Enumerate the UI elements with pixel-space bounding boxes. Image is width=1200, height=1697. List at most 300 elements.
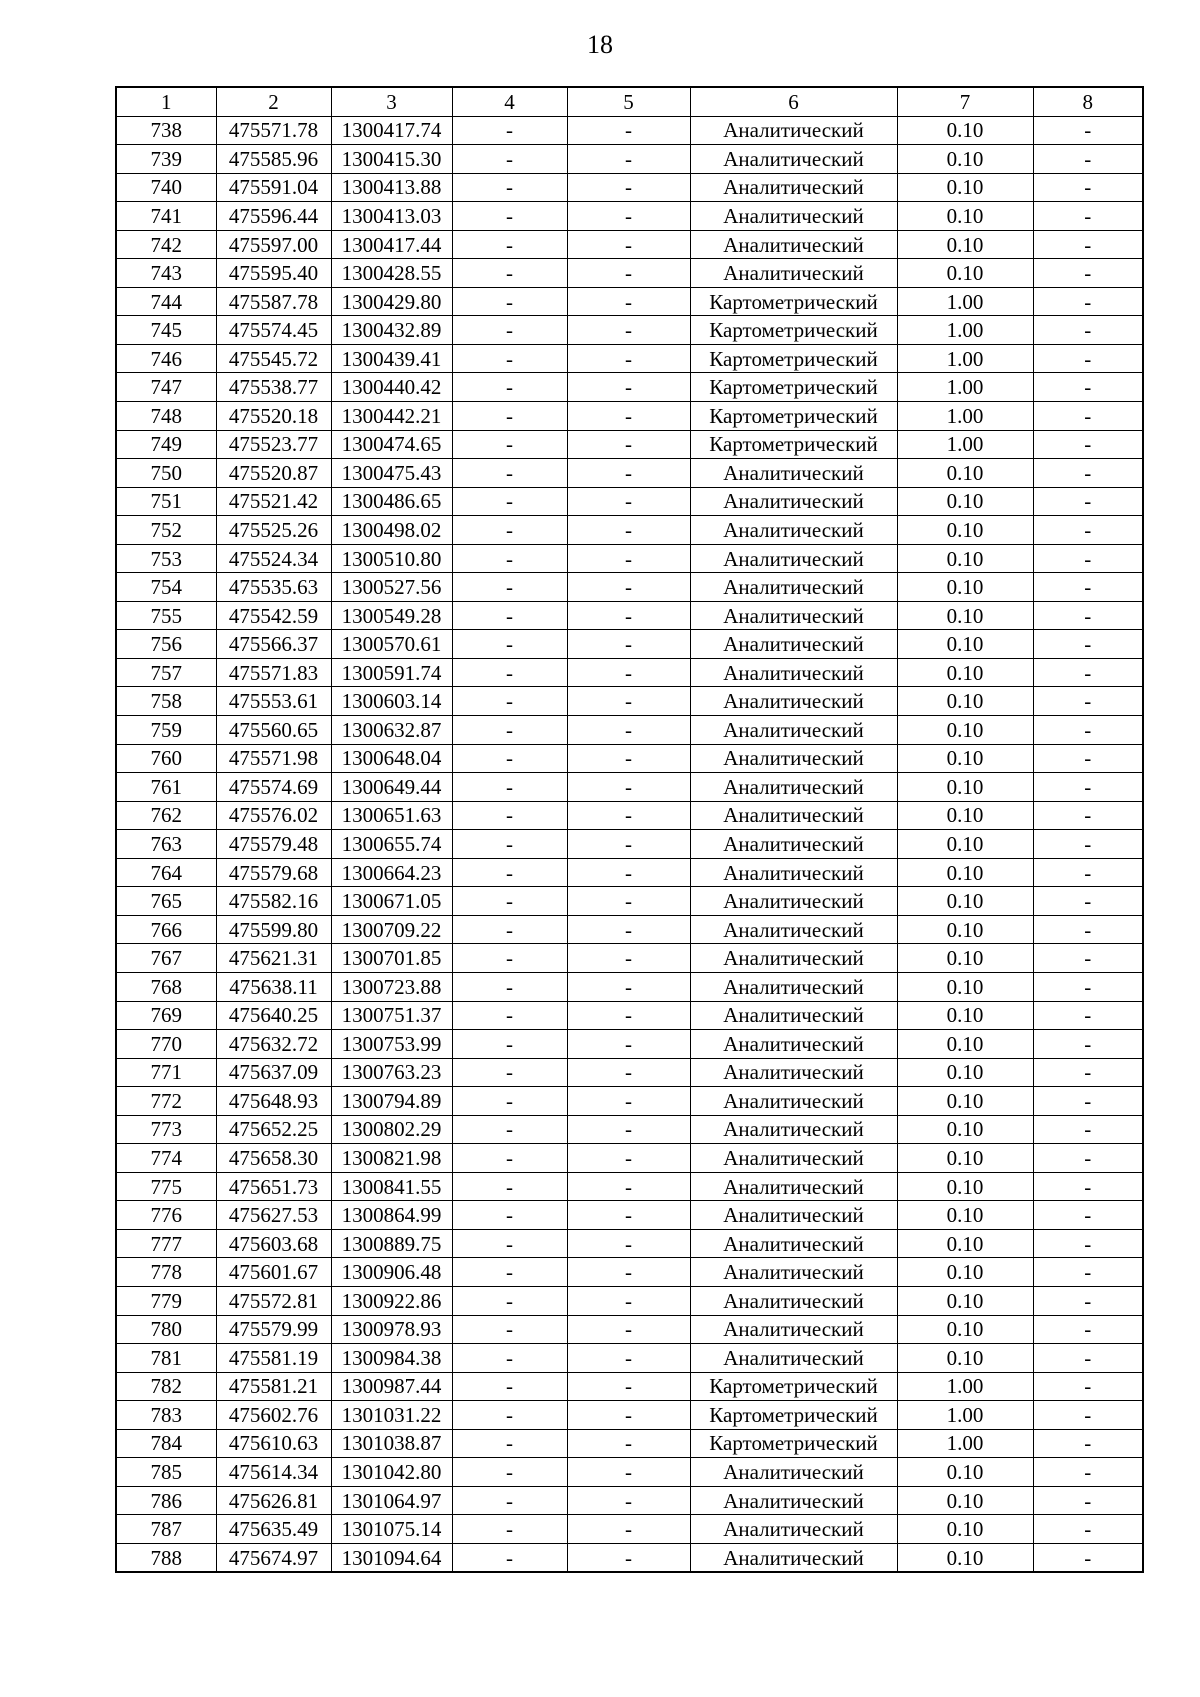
column-5-cell: - [567, 1486, 690, 1515]
point-number-cell: 763 [116, 830, 216, 859]
y-coordinate-cell: 1301038.87 [331, 1429, 452, 1458]
x-coordinate-cell: 475610.63 [216, 1429, 331, 1458]
column-4-cell: - [452, 1030, 567, 1059]
x-coordinate-cell: 475648.93 [216, 1087, 331, 1116]
table-row [116, 858, 1143, 887]
column-4-cell: - [452, 573, 567, 602]
method-cell: Аналитический [690, 173, 897, 202]
method-cell: Аналитический [690, 601, 897, 630]
column-5-cell: - [567, 1201, 690, 1230]
column-5-cell: - [567, 287, 690, 316]
column-4-cell: - [452, 116, 567, 145]
table-row [116, 544, 1143, 573]
y-coordinate-cell: 1300429.80 [331, 287, 452, 316]
point-number-cell: 759 [116, 716, 216, 745]
column-8-cell: - [1033, 915, 1143, 944]
table-row [116, 744, 1143, 773]
y-coordinate-cell: 1300651.63 [331, 801, 452, 830]
column-4-cell: - [452, 1229, 567, 1258]
method-cell: Картометрический [690, 344, 897, 373]
point-number-cell: 784 [116, 1429, 216, 1458]
y-coordinate-cell: 1300701.85 [331, 944, 452, 973]
point-number-cell: 741 [116, 202, 216, 231]
method-cell: Аналитический [690, 487, 897, 516]
column-8-cell: - [1033, 1458, 1143, 1487]
column-4-cell: - [452, 230, 567, 259]
table-header-row [116, 87, 1143, 116]
x-coordinate-cell: 475614.34 [216, 1458, 331, 1487]
column-8-cell: - [1033, 1258, 1143, 1287]
table-row [116, 1344, 1143, 1373]
column-4-cell: - [452, 202, 567, 231]
x-coordinate-cell: 475596.44 [216, 202, 331, 231]
table-row [116, 202, 1143, 231]
accuracy-cell: 0.10 [897, 1115, 1033, 1144]
accuracy-cell: 0.10 [897, 544, 1033, 573]
column-5-cell: - [567, 430, 690, 459]
column-8-cell: - [1033, 944, 1143, 973]
x-coordinate-cell: 475523.77 [216, 430, 331, 459]
column-4-cell: - [452, 972, 567, 1001]
y-coordinate-cell: 1300649.44 [331, 773, 452, 802]
method-cell: Картометрический [690, 1372, 897, 1401]
y-coordinate-cell: 1300889.75 [331, 1229, 452, 1258]
table-row [116, 801, 1143, 830]
accuracy-cell: 0.10 [897, 202, 1033, 231]
column-8-cell: - [1033, 1058, 1143, 1087]
column-4-cell: - [452, 544, 567, 573]
y-coordinate-cell: 1300603.14 [331, 687, 452, 716]
column-4-cell: - [452, 287, 567, 316]
column-4-cell: - [452, 687, 567, 716]
x-coordinate-cell: 475638.11 [216, 972, 331, 1001]
column-8-cell: - [1033, 1001, 1143, 1030]
method-cell: Аналитический [690, 1286, 897, 1315]
point-number-cell: 777 [116, 1229, 216, 1258]
x-coordinate-cell: 475579.48 [216, 830, 331, 859]
table-row [116, 487, 1143, 516]
method-cell: Аналитический [690, 830, 897, 859]
point-number-cell: 762 [116, 801, 216, 830]
column-8-cell: - [1033, 801, 1143, 830]
x-coordinate-cell: 475581.21 [216, 1372, 331, 1401]
column-8-cell: - [1033, 344, 1143, 373]
column-5-cell: - [567, 1315, 690, 1344]
point-number-cell: 766 [116, 915, 216, 944]
column-4-cell: - [452, 487, 567, 516]
table-row [116, 944, 1143, 973]
y-coordinate-cell: 1300498.02 [331, 516, 452, 545]
point-number-cell: 751 [116, 487, 216, 516]
accuracy-cell: 0.10 [897, 259, 1033, 288]
method-cell: Картометрический [690, 316, 897, 345]
column-8-cell: - [1033, 1515, 1143, 1544]
column-5-cell: - [567, 1115, 690, 1144]
column-8-cell: - [1033, 202, 1143, 231]
point-number-cell: 787 [116, 1515, 216, 1544]
point-number-cell: 753 [116, 544, 216, 573]
y-coordinate-cell: 1300632.87 [331, 716, 452, 745]
accuracy-cell: 0.10 [897, 459, 1033, 488]
point-number-cell: 743 [116, 259, 216, 288]
accuracy-cell: 0.10 [897, 716, 1033, 745]
y-coordinate-cell: 1300751.37 [331, 1001, 452, 1030]
table-row [116, 230, 1143, 259]
column-8-cell: - [1033, 516, 1143, 545]
column-4-cell: - [452, 1258, 567, 1287]
method-cell: Аналитический [690, 915, 897, 944]
y-coordinate-cell: 1300415.30 [331, 145, 452, 174]
x-coordinate-cell: 475640.25 [216, 1001, 331, 1030]
point-number-cell: 754 [116, 573, 216, 602]
table-row [116, 630, 1143, 659]
method-cell: Аналитический [690, 1058, 897, 1087]
point-number-cell: 739 [116, 145, 216, 174]
point-number-cell: 755 [116, 601, 216, 630]
point-number-cell: 780 [116, 1315, 216, 1344]
y-coordinate-cell: 1300753.99 [331, 1030, 452, 1059]
method-cell: Аналитический [690, 716, 897, 745]
table-row [116, 145, 1143, 174]
accuracy-cell: 1.00 [897, 316, 1033, 345]
column-4-cell: - [452, 1001, 567, 1030]
accuracy-cell: 0.10 [897, 1344, 1033, 1373]
column-4-cell: - [452, 801, 567, 830]
point-number-cell: 779 [116, 1286, 216, 1315]
column-8-cell: - [1033, 1087, 1143, 1116]
y-coordinate-cell: 1301075.14 [331, 1515, 452, 1544]
point-number-cell: 744 [116, 287, 216, 316]
point-number-cell: 746 [116, 344, 216, 373]
column-8-cell: - [1033, 1229, 1143, 1258]
y-coordinate-cell: 1300527.56 [331, 573, 452, 602]
table-row [116, 259, 1143, 288]
x-coordinate-cell: 475603.68 [216, 1229, 331, 1258]
coordinates-table [115, 86, 1144, 1573]
table-row [116, 1458, 1143, 1487]
accuracy-cell: 1.00 [897, 1372, 1033, 1401]
x-coordinate-cell: 475579.68 [216, 858, 331, 887]
column-5-cell: - [567, 1458, 690, 1487]
point-number-cell: 750 [116, 459, 216, 488]
column-8-cell: - [1033, 830, 1143, 859]
method-cell: Аналитический [690, 516, 897, 545]
x-coordinate-cell: 475553.61 [216, 687, 331, 716]
point-number-cell: 767 [116, 944, 216, 973]
y-coordinate-cell: 1301042.80 [331, 1458, 452, 1487]
point-number-cell: 768 [116, 972, 216, 1001]
column-8-cell: - [1033, 1115, 1143, 1144]
x-coordinate-cell: 475574.69 [216, 773, 331, 802]
column-5-cell: - [567, 544, 690, 573]
y-coordinate-cell: 1300549.28 [331, 601, 452, 630]
x-coordinate-cell: 475651.73 [216, 1172, 331, 1201]
point-number-cell: 778 [116, 1258, 216, 1287]
column-4-cell: - [452, 1429, 567, 1458]
y-coordinate-cell: 1300570.61 [331, 630, 452, 659]
method-cell: Аналитический [690, 1087, 897, 1116]
point-number-cell: 776 [116, 1201, 216, 1230]
x-coordinate-cell: 475635.49 [216, 1515, 331, 1544]
column-4-cell: - [452, 630, 567, 659]
point-number-cell: 782 [116, 1372, 216, 1401]
accuracy-cell: 0.10 [897, 887, 1033, 916]
accuracy-cell: 0.10 [897, 773, 1033, 802]
y-coordinate-cell: 1300922.86 [331, 1286, 452, 1315]
x-coordinate-cell: 475574.45 [216, 316, 331, 345]
point-number-cell: 749 [116, 430, 216, 459]
table-row [116, 573, 1143, 602]
table-row [116, 316, 1143, 345]
table-row [116, 915, 1143, 944]
column-5-cell: - [567, 801, 690, 830]
accuracy-cell: 1.00 [897, 430, 1033, 459]
y-coordinate-cell: 1300978.93 [331, 1315, 452, 1344]
accuracy-cell: 0.10 [897, 1087, 1033, 1116]
method-cell: Аналитический [690, 1344, 897, 1373]
table-row [116, 1172, 1143, 1201]
method-cell: Аналитический [690, 1458, 897, 1487]
method-cell: Аналитический [690, 687, 897, 716]
method-cell: Аналитический [690, 1515, 897, 1544]
y-coordinate-cell: 1300442.21 [331, 402, 452, 431]
column-header: 1 [116, 87, 216, 116]
point-number-cell: 774 [116, 1144, 216, 1173]
column-4-cell: - [452, 145, 567, 174]
point-number-cell: 757 [116, 658, 216, 687]
column-5-cell: - [567, 1172, 690, 1201]
y-coordinate-cell: 1300432.89 [331, 316, 452, 345]
method-cell: Картометрический [690, 1429, 897, 1458]
x-coordinate-cell: 475560.65 [216, 716, 331, 745]
accuracy-cell: 0.10 [897, 858, 1033, 887]
column-5-cell: - [567, 1258, 690, 1287]
column-4-cell: - [452, 1115, 567, 1144]
point-number-cell: 765 [116, 887, 216, 916]
method-cell: Аналитический [690, 145, 897, 174]
table-row [116, 516, 1143, 545]
column-5-cell: - [567, 915, 690, 944]
page-number: 18 [587, 30, 613, 59]
accuracy-cell: 0.10 [897, 1201, 1033, 1230]
method-cell: Аналитический [690, 1543, 897, 1572]
column-5-cell: - [567, 1543, 690, 1572]
y-coordinate-cell: 1301031.22 [331, 1401, 452, 1430]
column-8-cell: - [1033, 487, 1143, 516]
y-coordinate-cell: 1300671.05 [331, 887, 452, 916]
column-8-cell: - [1033, 1372, 1143, 1401]
y-coordinate-cell: 1300428.55 [331, 259, 452, 288]
accuracy-cell: 0.10 [897, 1258, 1033, 1287]
method-cell: Аналитический [690, 887, 897, 916]
table-row [116, 972, 1143, 1001]
column-4-cell: - [452, 658, 567, 687]
column-4-cell: - [452, 344, 567, 373]
column-5-cell: - [567, 1144, 690, 1173]
column-5-cell: - [567, 459, 690, 488]
y-coordinate-cell: 1300510.80 [331, 544, 452, 573]
y-coordinate-cell: 1301094.64 [331, 1543, 452, 1572]
column-8-cell: - [1033, 972, 1143, 1001]
method-cell: Аналитический [690, 116, 897, 145]
column-4-cell: - [452, 1458, 567, 1487]
table-row [116, 1286, 1143, 1315]
column-5-cell: - [567, 601, 690, 630]
column-4-cell: - [452, 1315, 567, 1344]
column-8-cell: - [1033, 230, 1143, 259]
column-8-cell: - [1033, 173, 1143, 202]
point-number-cell: 740 [116, 173, 216, 202]
column-5-cell: - [567, 145, 690, 174]
table-row [116, 116, 1143, 145]
x-coordinate-cell: 475591.04 [216, 173, 331, 202]
point-number-cell: 761 [116, 773, 216, 802]
method-cell: Аналитический [690, 1172, 897, 1201]
accuracy-cell: 0.10 [897, 744, 1033, 773]
accuracy-cell: 1.00 [897, 1401, 1033, 1430]
y-coordinate-cell: 1300440.42 [331, 373, 452, 402]
column-8-cell: - [1033, 544, 1143, 573]
x-coordinate-cell: 475601.67 [216, 1258, 331, 1287]
y-coordinate-cell: 1300763.23 [331, 1058, 452, 1087]
x-coordinate-cell: 475597.00 [216, 230, 331, 259]
x-coordinate-cell: 475621.31 [216, 944, 331, 973]
x-coordinate-cell: 475524.34 [216, 544, 331, 573]
accuracy-cell: 1.00 [897, 373, 1033, 402]
column-8-cell: - [1033, 459, 1143, 488]
x-coordinate-cell: 475585.96 [216, 145, 331, 174]
column-4-cell: - [452, 601, 567, 630]
column-5-cell: - [567, 1344, 690, 1373]
table-row [116, 1258, 1143, 1287]
y-coordinate-cell: 1300475.43 [331, 459, 452, 488]
x-coordinate-cell: 475626.81 [216, 1486, 331, 1515]
column-header: 7 [897, 87, 1033, 116]
table-row [116, 1486, 1143, 1515]
x-coordinate-cell: 475572.81 [216, 1286, 331, 1315]
column-4-cell: - [452, 716, 567, 745]
method-cell: Картометрический [690, 1401, 897, 1430]
point-number-cell: 770 [116, 1030, 216, 1059]
point-number-cell: 742 [116, 230, 216, 259]
column-5-cell: - [567, 202, 690, 231]
column-5-cell: - [567, 630, 690, 659]
column-5-cell: - [567, 316, 690, 345]
column-5-cell: - [567, 744, 690, 773]
x-coordinate-cell: 475587.78 [216, 287, 331, 316]
x-coordinate-cell: 475521.42 [216, 487, 331, 516]
method-cell: Аналитический [690, 972, 897, 1001]
column-4-cell: - [452, 1543, 567, 1572]
accuracy-cell: 0.10 [897, 1515, 1033, 1544]
point-number-cell: 769 [116, 1001, 216, 1030]
method-cell: Картометрический [690, 402, 897, 431]
y-coordinate-cell: 1300987.44 [331, 1372, 452, 1401]
column-5-cell: - [567, 573, 690, 602]
column-header: 6 [690, 87, 897, 116]
point-number-cell: 764 [116, 858, 216, 887]
table-row [116, 1144, 1143, 1173]
method-cell: Картометрический [690, 373, 897, 402]
table-row [116, 373, 1143, 402]
column-5-cell: - [567, 259, 690, 288]
x-coordinate-cell: 475674.97 [216, 1543, 331, 1572]
point-number-cell: 772 [116, 1087, 216, 1116]
accuracy-cell: 0.10 [897, 230, 1033, 259]
table-row [116, 1001, 1143, 1030]
table-row [116, 430, 1143, 459]
accuracy-cell: 0.10 [897, 801, 1033, 830]
column-header: 2 [216, 87, 331, 116]
y-coordinate-cell: 1300821.98 [331, 1144, 452, 1173]
x-coordinate-cell: 475520.87 [216, 459, 331, 488]
table-row [116, 1087, 1143, 1116]
method-cell: Аналитический [690, 658, 897, 687]
accuracy-cell: 0.10 [897, 1144, 1033, 1173]
x-coordinate-cell: 475571.98 [216, 744, 331, 773]
accuracy-cell: 0.10 [897, 1543, 1033, 1572]
column-header: 3 [331, 87, 452, 116]
method-cell: Аналитический [690, 259, 897, 288]
column-4-cell: - [452, 1401, 567, 1430]
method-cell: Аналитический [690, 573, 897, 602]
accuracy-cell: 0.10 [897, 145, 1033, 174]
column-8-cell: - [1033, 259, 1143, 288]
method-cell: Аналитический [690, 1001, 897, 1030]
column-5-cell: - [567, 773, 690, 802]
y-coordinate-cell: 1301064.97 [331, 1486, 452, 1515]
column-4-cell: - [452, 259, 567, 288]
y-coordinate-cell: 1300709.22 [331, 915, 452, 944]
column-4-cell: - [452, 1486, 567, 1515]
column-8-cell: - [1033, 601, 1143, 630]
accuracy-cell: 0.10 [897, 1172, 1033, 1201]
column-8-cell: - [1033, 1201, 1143, 1230]
column-5-cell: - [567, 1372, 690, 1401]
column-5-cell: - [567, 487, 690, 516]
method-cell: Аналитический [690, 801, 897, 830]
column-8-cell: - [1033, 687, 1143, 716]
column-8-cell: - [1033, 287, 1143, 316]
column-8-cell: - [1033, 402, 1143, 431]
table-row [116, 1201, 1143, 1230]
column-5-cell: - [567, 1286, 690, 1315]
column-5-cell: - [567, 344, 690, 373]
column-8-cell: - [1033, 1030, 1143, 1059]
method-cell: Картометрический [690, 287, 897, 316]
column-5-cell: - [567, 1401, 690, 1430]
column-5-cell: - [567, 944, 690, 973]
method-cell: Аналитический [690, 1486, 897, 1515]
column-8-cell: - [1033, 430, 1143, 459]
accuracy-cell: 1.00 [897, 287, 1033, 316]
point-number-cell: 752 [116, 516, 216, 545]
y-coordinate-cell: 1300664.23 [331, 858, 452, 887]
x-coordinate-cell: 475602.76 [216, 1401, 331, 1430]
column-4-cell: - [452, 173, 567, 202]
column-5-cell: - [567, 687, 690, 716]
method-cell: Аналитический [690, 230, 897, 259]
accuracy-cell: 1.00 [897, 344, 1033, 373]
column-8-cell: - [1033, 145, 1143, 174]
table-row [116, 1115, 1143, 1144]
column-8-cell: - [1033, 1429, 1143, 1458]
x-coordinate-cell: 475582.16 [216, 887, 331, 916]
accuracy-cell: 0.10 [897, 1286, 1033, 1315]
column-8-cell: - [1033, 858, 1143, 887]
x-coordinate-cell: 475520.18 [216, 402, 331, 431]
accuracy-cell: 0.10 [897, 173, 1033, 202]
